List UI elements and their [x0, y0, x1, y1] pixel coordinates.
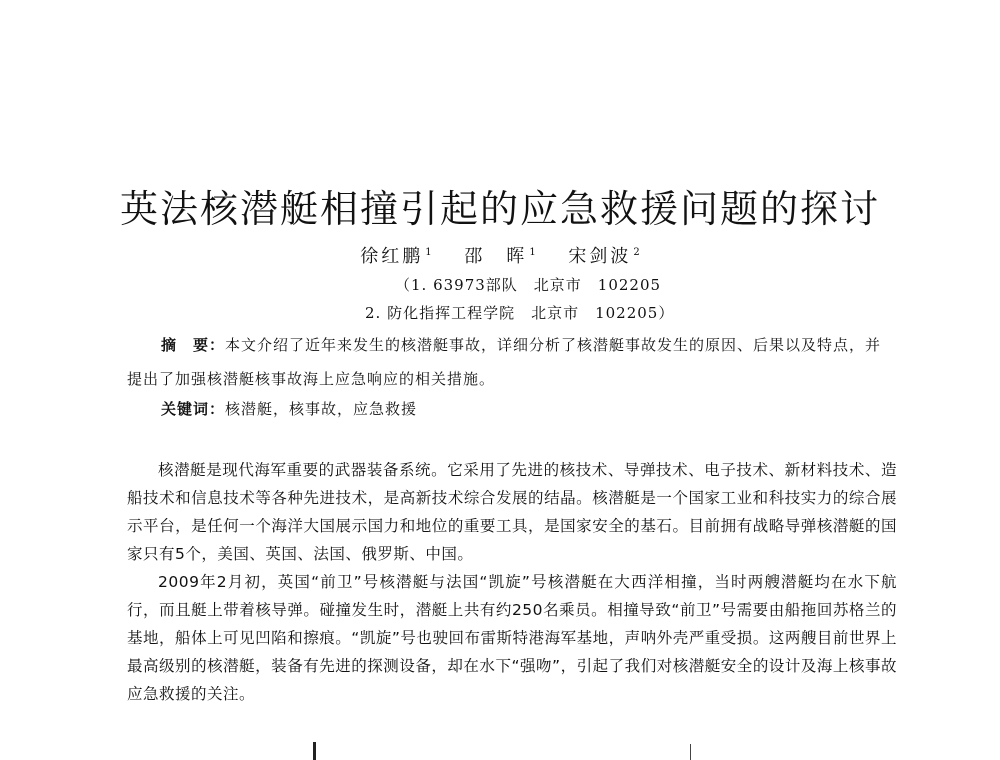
author-name: 邵 晖	[464, 246, 528, 267]
scan-artifact-line	[690, 744, 691, 760]
affiliation-2: 2. 防化指挥工程学院 北京市 102205）	[365, 304, 675, 322]
author-affiliation-mark: 1	[529, 247, 536, 258]
keywords	[161, 398, 417, 419]
body-paragraph-1: 核潜艇是现代海军重要的武器装备系统。它采用了先进的核技术、导弹技术、电子技术、新材料技术、造船技术和信息技术等各种先进技术，是高新技术综合发展的结晶。核潜艇是一个国家工业和科技实力的综合展示平台，是任何一个海洋大国展示国力和地位的重要工具，是国家安全的基石。目前拥有战略导弹核潜艇的国家只有5个，美国、英国、法国、俄罗斯、中国。	[127, 461, 897, 563]
affiliation-1: （1. 63973部队 北京市 102205	[395, 276, 662, 294]
author-affiliation-mark: 1	[425, 247, 432, 258]
author-name: 宋剑波	[568, 246, 632, 267]
paper-title: 英法核潜艇相撞引起的应急救援问题的探讨	[119, 187, 880, 231]
scan-artifact-mark	[313, 742, 316, 760]
keywords-text: 核潜艇，核事故，应急救援	[225, 400, 418, 418]
abstract-label: 摘 要：	[161, 336, 226, 354]
author-2	[464, 246, 535, 267]
abstract	[127, 328, 897, 396]
body-paragraph-2: 2009年2月初，英国“前卫”号核潜艇与法国“凯旋”号核潜艇在大西洋相撞，当时两艘潜艇均在水下航行，而且艇上带着核导弹。碰撞发生时，潜艇上共有约250名乘员。相撞导致“前卫”号需要由船拖回苏格兰的基地，船体上可见凹陷和擦痕。“凯旋”号也驶回布雷斯特港海军基地，声呐外壳严重受损。这两艘目前世界上最高级别的核潜艇，装备有先进的探测设备，却在水下“强吻”，引起了我们对核潜艇安全的设计及海上核事故应急救援的关注。	[127, 573, 897, 703]
author-1	[360, 246, 431, 267]
abstract-text: 本文介绍了近年来发生的核潜艇事故，详细分析了核潜艇事故发生的原因、后果以及特点，并提出了加强核潜艇核事故海上应急响应的相关措施。	[127, 336, 882, 388]
author-3	[568, 246, 639, 267]
author-name: 徐红鹏	[360, 246, 424, 267]
author-list	[0, 242, 1000, 268]
keywords-label: 关键词：	[161, 400, 226, 418]
author-affiliation-mark: 2	[633, 247, 640, 258]
body-text	[127, 456, 897, 708]
